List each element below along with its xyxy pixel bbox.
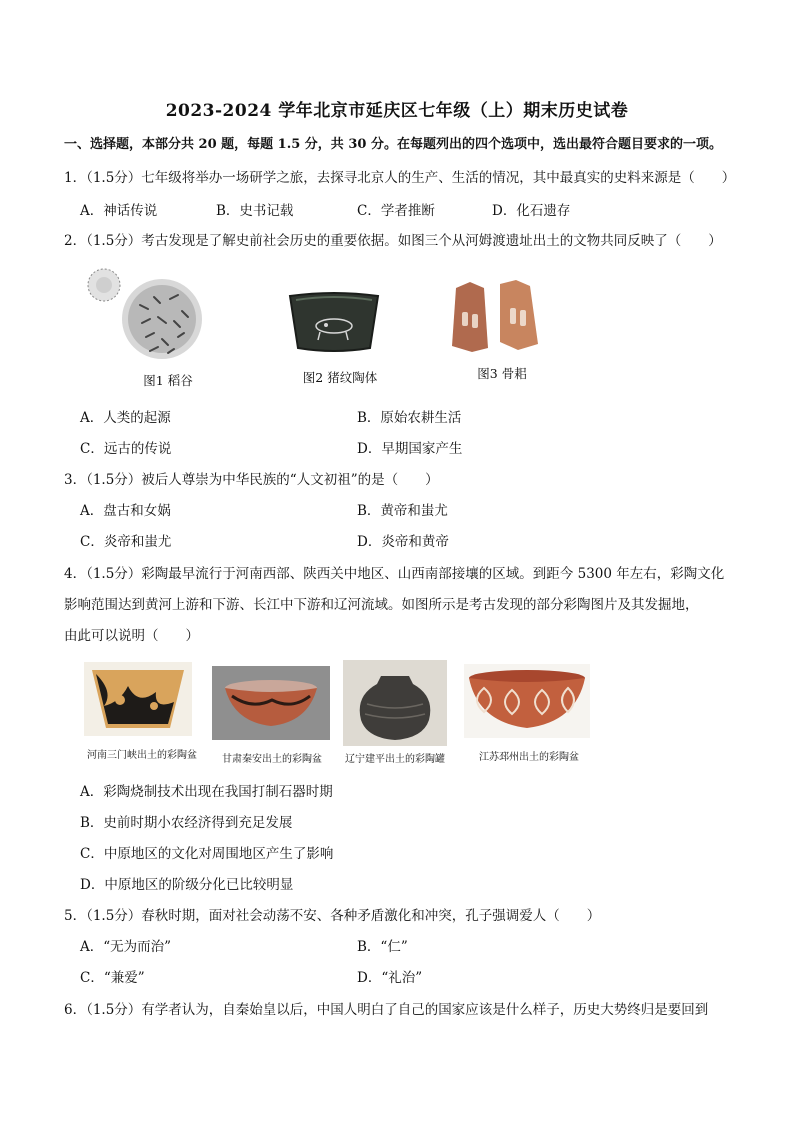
q1-option-b[interactable]: B．史书记载 [216,203,294,219]
q5-option-a[interactable]: A．“无为而治” [80,939,172,955]
page-title: 2023-2024 学年北京市延庆区七年级（上）期末历史试卷 [165,101,629,121]
question-4-stem-line1: 4．（1.5分）彩陶最早流行于河南西部、陕西关中地区、山西南部接壤的区域。到距今 5300 年左右，彩陶文化 [64,566,725,582]
question-3-stem: 3．（1.5分）被后人尊崇为中华民族的“人文初祖”的是（ ） [64,472,439,488]
q2-option-c[interactable]: C．远古的传说 [80,441,172,457]
q3-option-b[interactable]: B．黄帝和蚩尤 [357,503,448,519]
painted-pottery-basin-pizhou-image [464,664,590,738]
pottery-caption-2: 甘肃秦安出土的彩陶盆 [222,754,322,765]
q4-option-b[interactable]: B．史前时期小农经济得到充足发展 [80,815,293,831]
rice-grain-image [84,265,214,365]
pottery-caption-4: 江苏邳州出土的彩陶盆 [479,752,579,763]
figure-2-caption: 图2 猪纹陶体 [302,370,378,385]
q4-option-d[interactable]: D．中原地区的阶级分化已比较明显 [80,877,294,893]
q1-option-c[interactable]: C．学者推断 [357,203,435,219]
q1-option-a[interactable]: A．神话传说 [80,203,158,219]
q3-option-a[interactable]: A．盘古和女娲 [80,503,171,519]
q2-option-d[interactable]: D．早期国家产生 [357,441,463,457]
q5-option-d[interactable]: D．“礼治” [357,970,423,986]
question-2-stem: 2．（1.5分）考古发现是了解史前社会历史的重要依据。如图三个从河姆渡遗址出土的文物共同反映了（ ） [64,233,722,249]
pottery-caption-3: 辽宁建平出土的彩陶罐 [345,754,445,765]
q4-option-a[interactable]: A．彩陶烧制技术出现在我国打制石器时期 [80,784,333,800]
q2-option-a[interactable]: A．人类的起源 [80,410,171,426]
painted-pottery-jar-jianping-image [343,660,447,746]
q5-option-b[interactable]: B．“仁” [357,939,408,955]
section-heading: 一、选择题，本部分共 20 题，每题 1.5 分，共 30 分。在每题列出的四个选项中，选出最符合题目要求的一项。 [64,137,722,152]
q5-option-c[interactable]: C．“兼爱” [80,970,145,986]
figure-1-caption: 图1 稻谷 [143,373,193,388]
question-4-stem-line2: 影响范围达到黄河上游和下游、长江中下游和辽河流域。如图所示是考古发现的部分彩陶图片及其发掘地， [64,597,699,613]
question-5-stem: 5．（1.5分）春秋时期，面对社会动荡不安、各种矛盾激化和冲突，孔子强调爱人（ ） [64,908,601,924]
question-6-stem: 6．（1.5分）有学者认为，自秦始皇以后，中国人明白了自己的国家应该是什么样子，历史大势终归是要回到 [64,1002,709,1018]
q4-option-c[interactable]: C．中原地区的文化对周围地区产生了影响 [80,846,334,862]
painted-pottery-basin-qin-an-image [212,666,330,740]
q2-option-b[interactable]: B．原始农耕生活 [357,410,462,426]
q3-option-d[interactable]: D．炎帝和黄帝 [357,534,449,550]
bone-spade-image [448,278,544,356]
pottery-caption-1: 河南三门峡出土的彩陶盆 [87,750,197,761]
question-4-stem-line3: 由此可以说明（ ） [64,628,199,644]
painted-pottery-basin-sanmenxia-image [84,662,192,736]
question-1-stem: 1．（1.5分）七年级将举办一场研学之旅，去探寻北京人的生产、生活的情况，其中最真实的史料来源是（ ） [64,170,736,186]
q1-option-d[interactable]: D．化石遗存 [492,203,571,219]
q3-option-c[interactable]: C．炎帝和蚩尤 [80,534,172,550]
pig-pattern-pottery-image [286,290,382,356]
figure-3-caption: 图3 骨耜 [477,366,527,381]
